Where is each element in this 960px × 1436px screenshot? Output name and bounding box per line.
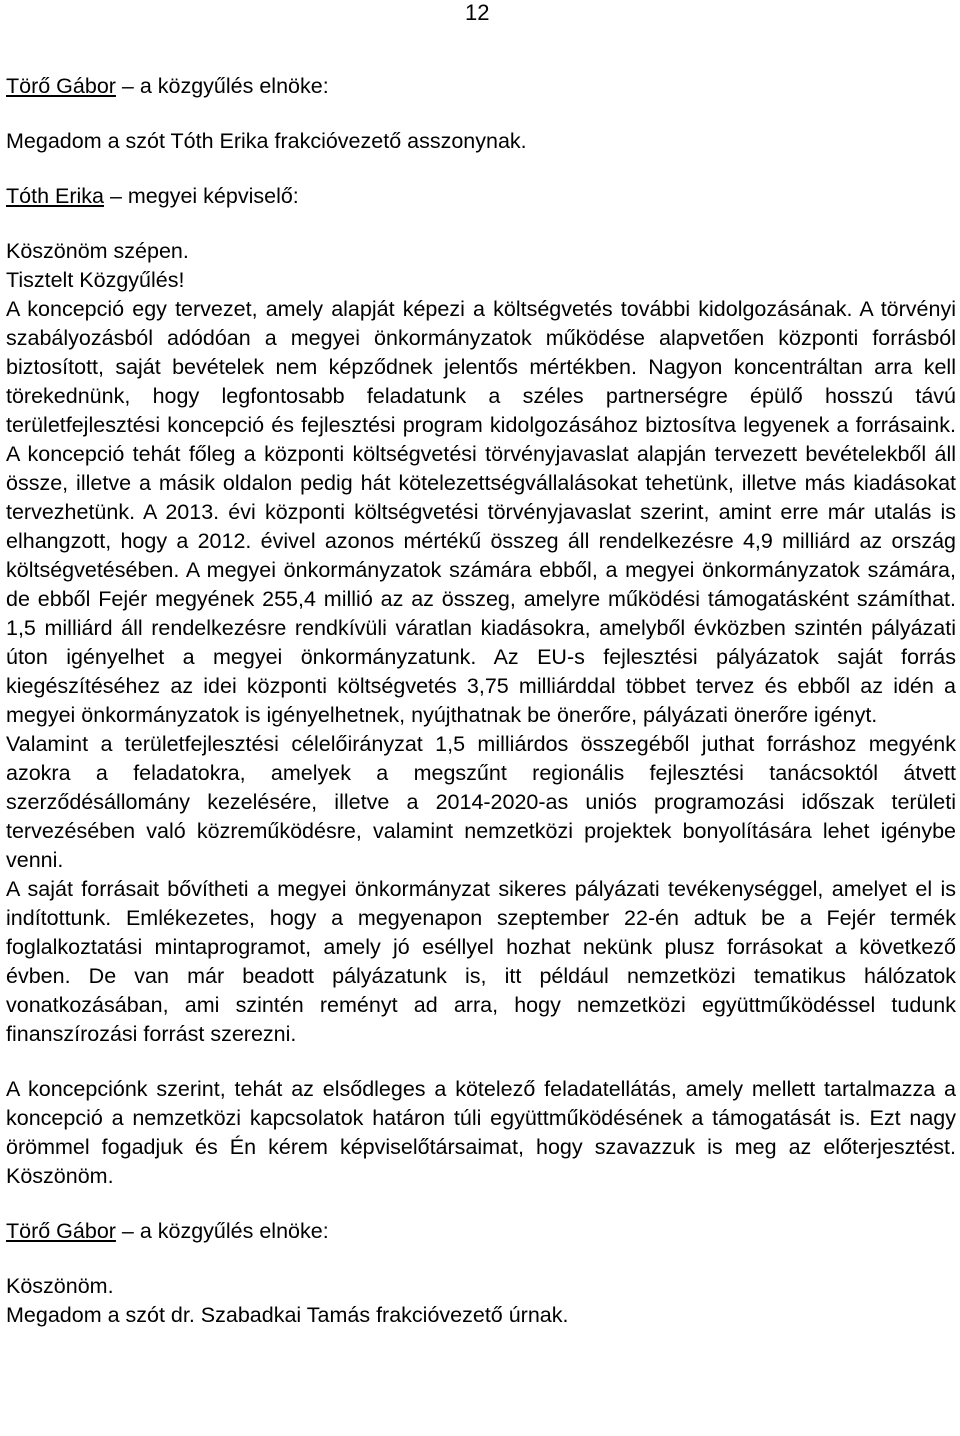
page-number: 12 <box>465 0 490 25</box>
paragraph: A koncepciónk szerint, tehát az elsődleges a kötelező feladatellátás, amely mellett tartalmazza a koncepció a nemzetközi kapcsolatok határon túli együttműködésének a támogatását is. Ezt nagy örömmel fogadjuk és Én kérem képviselőtársaimat, hogy szavazzuk is meg az előterjesztést. Köszönöm. <box>6 1077 956 1188</box>
speech-block <box>6 1272 956 1330</box>
paragraph: Megadom a szót dr. Szabadkai Tamás frakcióvezető úrnak. <box>6 1303 569 1327</box>
speaker-name: Törő Gábor <box>6 1219 116 1243</box>
speech-block <box>6 127 956 156</box>
paragraph: Valamint a területfejlesztési célelőirányzat 1,5 milliárdos összegéből juthat forráshoz megyénk azokra a feladatokra, amelyek a megszűnt regionális fejlesztési tanácsoktól átvett szerződésállomány kezelésére, illetve a 2014-2020-as uniós programozási időszak területi tervezésében való közreműködésre, valamint nemzetközi projektek bonyolítására lehet igénybe venni. <box>6 732 956 872</box>
paragraph: A saját forrásait bővítheti a megyei önkormányzat sikeres pályázati tevékenységgel, amelyet el is indítottunk. Emlékezetes, hogy a megyenapon szeptember 22-én adtuk be a Fejér termék foglalkoztatási mintaprogramot, amely jó eséllyel hozhat nekünk plusz forrásokat a következő évben. De van már beadott pályázatunk is, itt például nemzetközi tematikus hálózatok vonatkozásában, ami szintén reményt ad arra, hogy nemzetközi együttműködéssel tudunk finanszírozási forrást szerezni. <box>6 877 956 1046</box>
speaker-heading <box>6 182 956 211</box>
speaker-name: Törő Gábor <box>6 74 116 98</box>
paragraph: Megadom a szót Tóth Erika frakcióvezető asszonynak. <box>6 129 527 153</box>
paragraph: A koncepció egy tervezet, amely alapját képezi a költségvetés további kidolgozásának. A törvényi szabályozásból adódóan a megyei önkormányzatok működése alapvetően központi forrásból biztosított, saját bevételek nem képződnek jelentős mértékben. Nagyon koncentráltan arra kell törekednünk, hogy legfontosabb feladatunk a széles partnerségre épülő hosszú távú területfejlesztési koncepció és fejlesztési program kidolgozásához biztosítva legyenek a forrásaink. A koncepció tehát főleg a központi költségvetési törvényjavaslat alapján tervezett bevételekből áll össze, illetve a másik oldalon pedig hát kötelezettségvállalásokat tehetünk, illetve más kiadásokat tervezhetünk. A 2013. évi központi költségvetési törvényjavaslat szerint, amint erre már utalás is elhangzott, hogy a 2012. évivel azonos mértékű összeg áll rendelkezésre 4,9 milliárd az ország költségvetésében. A megyei önkormányzatok számára ebből, a megyei önkormányzatok számára, de ebből Fejér megyének 255,4 millió az az összeg, amelyre működési támogatásként számíthat. 1,5 milliárd áll rendelkezésre rendkívüli váratlan kiadásokra, amelyből évközben szintén pályázati úton igényelhet a megyei önkormányzatunk. Az EU-s fejlesztési pályázatok saját forrás kiegészítéséhez az idei központi költségvetés 3,75 milliárddal többet tervez és ebből az idén a megyei önkormányzatok is igényelhetnek, nyújthatnak be önerőre, pályázati önerőre igényt. <box>6 297 956 727</box>
speaker-name: Tóth Erika <box>6 184 104 208</box>
document-body <box>6 72 956 1330</box>
paragraph: Köszönöm. <box>6 1274 114 1298</box>
paragraph: Tisztelt Közgyűlés! <box>6 268 185 292</box>
speaker-heading <box>6 72 956 101</box>
paragraph: Köszönöm szépen. <box>6 239 189 263</box>
speech-block <box>6 237 956 1049</box>
speech-block <box>6 1075 956 1191</box>
speaker-heading <box>6 1217 956 1246</box>
speaker-role: – a közgyűlés elnöke: <box>115 1219 329 1243</box>
speaker-role: – a közgyűlés elnöke: <box>115 74 329 98</box>
speaker-role: – megyei képviselő: <box>103 184 299 208</box>
